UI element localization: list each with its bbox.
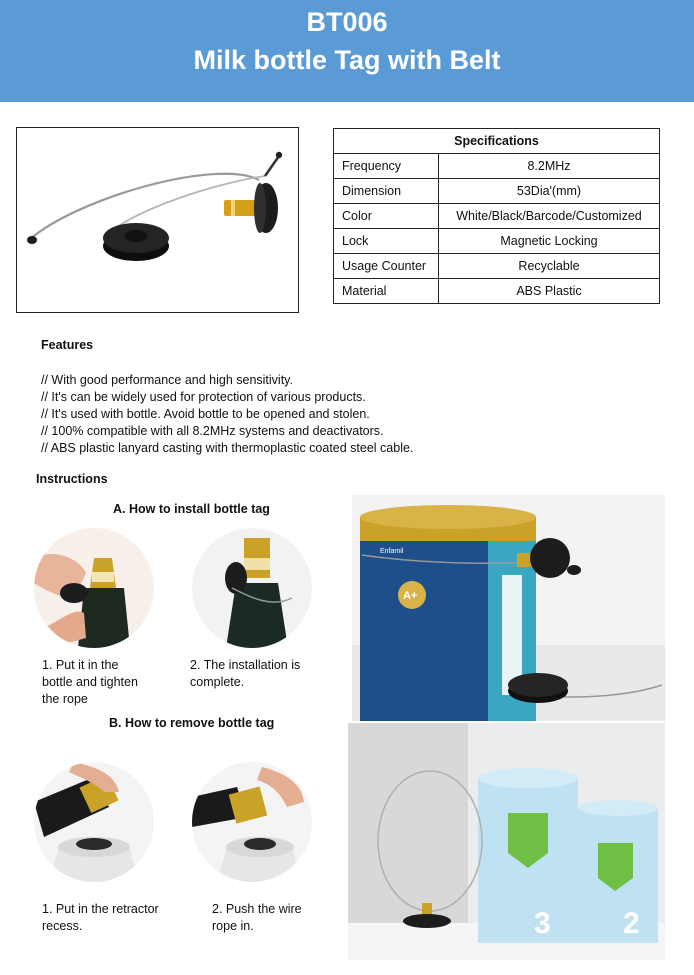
install-step-2-caption xyxy=(190,657,300,691)
can-brand: Enfamil xyxy=(380,548,404,555)
table-row xyxy=(334,229,660,254)
spec-value: Magnetic Locking xyxy=(439,229,660,254)
table-row xyxy=(334,179,660,204)
table-row xyxy=(334,279,660,304)
caption-line: 2. The installation is xyxy=(190,658,301,672)
caption-line: recess. xyxy=(42,919,83,933)
table-row xyxy=(334,254,660,279)
formula-tins-photo xyxy=(348,723,665,960)
page-header xyxy=(0,0,694,102)
caption-line: 1. Put it in the xyxy=(42,658,119,672)
spec-value: ABS Plastic xyxy=(439,279,660,304)
caption-line: 2. Push the wire xyxy=(212,902,302,916)
product-code: BT006 xyxy=(306,7,388,37)
remove-heading: B. How to remove bottle tag xyxy=(109,716,275,730)
page-title: Milk bottle Tag with Belt xyxy=(193,45,501,75)
specifications-title: Specifications xyxy=(334,129,660,154)
remove-step-2-caption xyxy=(212,901,302,935)
install-step-1-photo xyxy=(34,528,154,648)
spec-label: Color xyxy=(334,204,439,229)
list-item: // ABS plastic lanyard casting with thermoplastic coated steel cable. xyxy=(41,441,414,455)
can-with-tag-photo xyxy=(352,495,665,721)
spec-label: Usage Counter xyxy=(334,254,439,279)
features-heading: Features xyxy=(41,338,94,352)
list-item: // It's can be widely used for protection of various products. xyxy=(41,390,366,404)
product-photo xyxy=(16,127,299,313)
remove-step-2-photo xyxy=(192,762,312,882)
list-item: // 100% compatible with all 8.2MHz systems and deactivators. xyxy=(41,424,384,438)
caption-line: 1. Put in the retractor xyxy=(42,902,159,916)
table-row xyxy=(334,204,660,229)
spec-label: Dimension xyxy=(334,179,439,204)
caption-line: complete. xyxy=(190,675,245,689)
remove-step-1-caption xyxy=(42,901,159,935)
table-row xyxy=(334,154,660,179)
tin-number-3: 3 xyxy=(534,907,551,940)
list-item: // With good performance and high sensitivity. xyxy=(41,373,293,387)
spec-value: 8.2MHz xyxy=(439,154,660,179)
tin-number-2: 2 xyxy=(623,907,640,940)
caption-line: rope in. xyxy=(212,919,254,933)
spec-label: Lock xyxy=(334,229,439,254)
spec-label: Material xyxy=(334,279,439,304)
list-item: // It's used with bottle. Avoid bottle to be opened and stolen. xyxy=(41,407,370,421)
can-stage: A+ xyxy=(403,590,418,602)
install-step-1-caption xyxy=(42,657,138,708)
instructions-heading: Instructions xyxy=(36,472,108,486)
spec-label: Frequency xyxy=(334,154,439,179)
install-step-2-photo xyxy=(192,528,312,648)
caption-line: the rope xyxy=(42,692,88,706)
specifications-table xyxy=(333,128,660,304)
spec-value: 53Dia'(mm) xyxy=(439,179,660,204)
caption-line: bottle and tighten xyxy=(42,675,138,689)
install-heading: A. How to install bottle tag xyxy=(113,502,270,516)
features-list xyxy=(41,372,413,457)
spec-value: Recyclable xyxy=(439,254,660,279)
remove-step-1-photo xyxy=(34,762,154,882)
spec-value: White/Black/Barcode/Customized xyxy=(439,204,660,229)
